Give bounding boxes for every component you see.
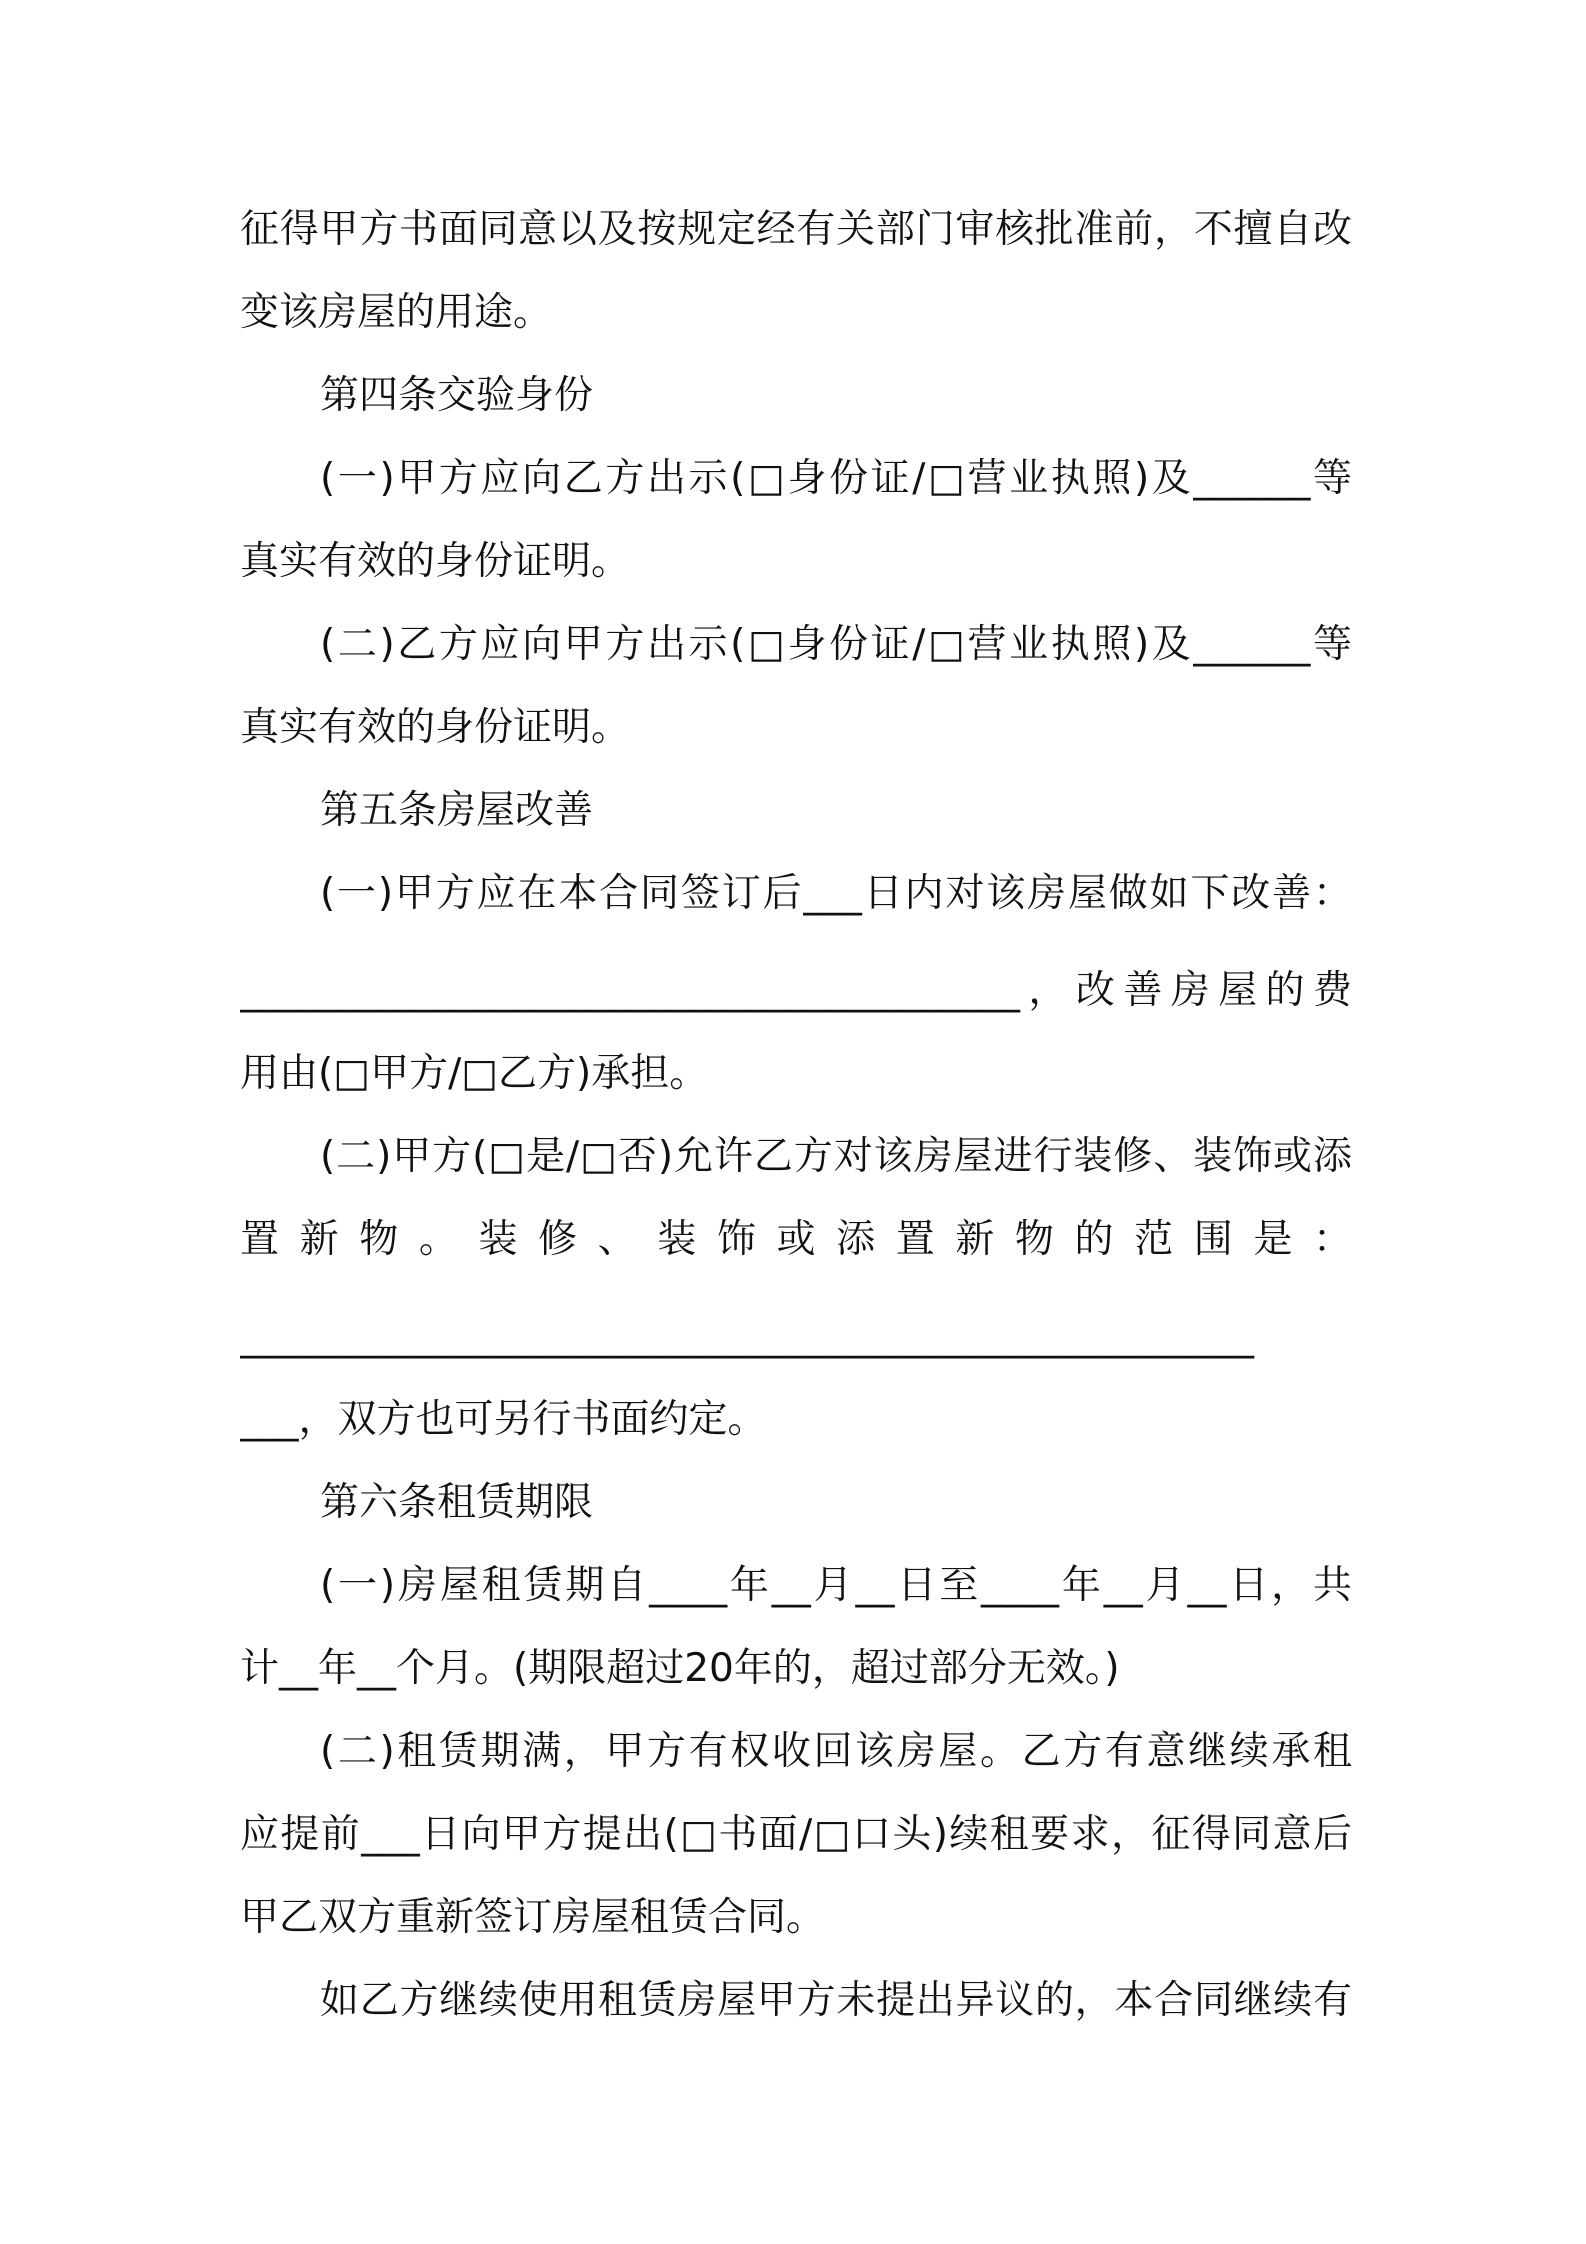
text-line-9: (一)甲方应在本合同签订后___日内对该房屋做如下改善：: [320, 871, 1352, 916]
text-line-10: ________________________________________，改善房屋的费: [240, 968, 1352, 1013]
text-line-18: 计__年__个月。(期限超过20年的，超过部分无效。): [240, 1646, 1120, 1691]
text-line-14: ____________________________________________________: [240, 1314, 1254, 1359]
text-line-13: 置新物。装修、装饰或添置新物的范围是：: [240, 1217, 1352, 1262]
text-line-21: 甲乙双方重新签订房屋租赁合同。: [240, 1895, 826, 1940]
article-5-heading: 第五条房屋改善: [320, 788, 594, 833]
text-line-7: 真实有效的身份证明。: [240, 705, 631, 750]
article-6-heading: 第六条租赁期限: [320, 1480, 594, 1525]
article-4-heading: 第四条交验身份: [320, 373, 594, 418]
text-line-15: ___，双方也可另行书面约定。: [240, 1397, 767, 1442]
text-line-5: 真实有效的身份证明。: [240, 539, 631, 584]
text-line-6: (二)乙方应向甲方出示(□身份证/□营业执照)及______等: [320, 622, 1352, 667]
document-body: [240, 188, 1352, 2042]
text-line-4: (一)甲方应向乙方出示(□身份证/□营业执照)及______等: [320, 456, 1352, 501]
text-line-19: (二)租赁期满，甲方有权收回该房屋。乙方有意继续承租: [320, 1729, 1352, 1774]
text-line-17: (一)房屋租赁期自____年__月__日至____年__月__日，共: [320, 1563, 1352, 1608]
text-line-2: 变该房屋的用途。: [240, 290, 553, 335]
text-line-11: 用由(□甲方/□乙方)承担。: [240, 1051, 709, 1096]
text-line-22: 如乙方继续使用租赁房屋甲方未提出异议的，本合同继续有: [320, 1978, 1352, 2023]
text-line-12: (二)甲方(□是/□否)允许乙方对该房屋进行装修、装饰或添: [320, 1134, 1352, 1179]
text-line-1: 征得甲方书面同意以及按规定经有关部门审核批准前，不擅自改: [240, 207, 1352, 252]
text-line-20: 应提前___日向甲方提出(□书面/□口头)续租要求，征得同意后: [240, 1812, 1352, 1857]
